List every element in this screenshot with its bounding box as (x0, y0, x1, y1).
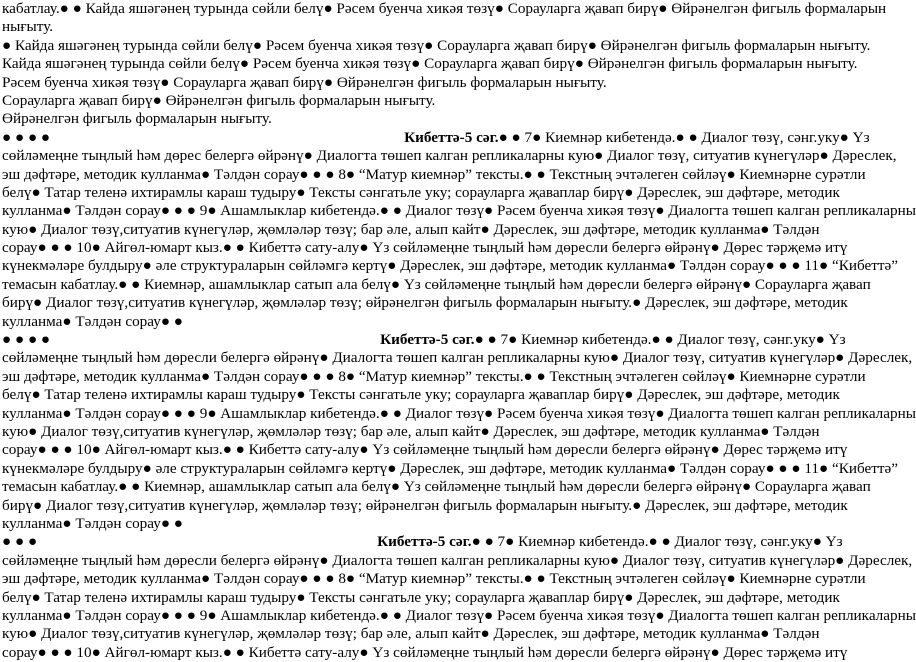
text-line: белү● Татар теленә ихтирамлы караш тудыру● Тексты сәнгатьле уку; сорауларга җаваплар бирү● Дәреслек, эш дәфтәре, методик (2, 386, 840, 404)
text-line: Сорауларга җавап бирү● Өйрәнелгән фигыль формаларын нығыту. (2, 91, 436, 109)
section-title: Кибеттә-5 сәг. (377, 533, 472, 551)
section-heading-line (2, 533, 843, 551)
text-line: кулланма● Тәлдән сорау● ● (2, 514, 183, 532)
text-line: сөйләмеңне тыңлый һәм дөрес бел​ерг​ә өйрәнү● Диалогта төшеп калган репликаларны кую● Диалог төзү, ситуатив күнегүләр● Дәреслек, (2, 147, 897, 165)
text-line: бирү● Диалог төзү,ситуатив күнегүләр, җөмләләр төзү; өйрәнелгән фигыль формаларын нығыту.● Дәреслек, эш дәфтәре, методик (2, 496, 848, 514)
text-line: сөйләмеңне тыңлый һәм дөресли белергә өйрәнү● Диалогта төшеп калган репликаларны кую● Диалог төзү, ситуатив күнегүләр● Дәреслек, (2, 349, 913, 367)
text-line: темасын кабатлау.● ● Киемнәр, ашамлыклар сатып ала белү● Үз сөйләмеңне тыңлый һәм дөресли белергә өйрәнү● Сорауларга җавап (2, 275, 871, 293)
text-line: эш дәфтәре, методик кулланма● Тәлдән сорау● ● ● 8● “Матур киемнәр” тексты.● ● Текстның эчтәлеген сөйләү● Киемнәрне сурәтли (2, 570, 866, 588)
text-line: эш дәфтәре, методик кулланма● Тәлдән сорау● ● ● 8● “Матур киемнәр” тексты.● ● Текстның эчтәлеген сөйләү● Киемнәрне сурәтли (2, 367, 866, 385)
text-line: сөйләмеңне тыңлый һәм дөресли белергә өйрәнү● Диалогта төшеп калган репликаларны кую● Диалог төзү, ситуатив күнегүләр● Дәреслек, (2, 551, 913, 569)
section-title: Кибеттә-5 сәг. (380, 331, 475, 349)
section-title: Кибеттә-5 сәг. (404, 128, 499, 146)
text-line: Рәсем буенча хикәя төзү● Сорауларга җавап бирү● Өйрәнелгән фигыль формаларын нығыту. (2, 73, 607, 91)
text-line: кабатлау.● ● Кайда яшәгәнең турында сөйли белү● Рәсем буенча хикәя төзү● Сорауларга җавап бирү● Өйрәнелгән фигыль формаларын (2, 0, 887, 17)
text-line: Өйрәнелгән фигыль формаларын нығыту. (2, 110, 272, 128)
text-line: сорау● ● ● 10● Айгөл-юмарт кыз.● ● Кибеттә сату-алу● Үз сөйләмеңне тыңлый һәм дөресли белергә өйрәнү● Дөрес тәрҗемә итү (2, 441, 848, 459)
section-heading-line (2, 128, 870, 147)
text-line: кулланма● Тәлдән сорау● ● ● 9● Ашамлыклар кибетендә.● ● Диалог төзү● Рәсем буенча хикәя төзү● Диалогта төшеп калган репликаларны (2, 606, 916, 624)
bullets: ● ● ● ● (2, 331, 51, 349)
text-line: бирү● Диалог төзү,ситуатив күнегүләр, җөмләләр төзү; өйрәнелгән фигыль формаларын нығыту.● Дәреслек, эш дәфтәре, методик (2, 294, 848, 312)
text-line: кулланма● Тәлдән сорау● ● ● 9● Ашамлыклар кибетендә.● ● Диалог төзү● Рәсем буенча хикәя төзү● Диалогта төшеп калган репликаларны (2, 202, 916, 220)
text-line: нығыту. (2, 18, 54, 36)
bullets: ● ● ● (2, 533, 38, 551)
text-line: белү● Татар теленә ихтирамлы караш тудыру● Тексты сәнгатьле уку; сорауларга җаваплар бирү● Дәреслек, эш дәфтәре, методик (2, 183, 840, 201)
text-line: күнекмәләре булдыру● әле структураларын сөйләмгә кертү● Дәреслек, эш дәфтәре, методик кулланма● Тәлдән сорау● ● ● 11● “Кибеттә” (2, 257, 898, 275)
text-line: кую● Диалог төзү,ситуатив күнегүләр, җөмләләр төзү; бар әле, алып кайт● Дәреслек, эш дәфтәре, методик кулланма● Тәлдән (2, 220, 820, 238)
text-line: эш дәфтәре, методик кулланма● Тәлдән сорау● ● ● 8● “Матур киемнәр” тексты.● ● Текстның эчтәлеген сөйләү● Киемнәрне сурәтли (2, 165, 866, 183)
text-line: ● Кайда яшәгәнең турында сөйли белү● Рәсем буенча хикәя төзү● Сорауларга җавап бирү● Өйрәнелгән фигыль формаларын нығыту. (2, 36, 871, 54)
section-tail: ● ● 7● Киемнәр кибетендә.● ● Диалог төзү, сәнг.уку● Үз (474, 331, 846, 349)
text-line: күнекмәләре булдыру● әле структураларын сөйләмгә кертү● Дәреслек, эш дәфтәре, методик кулланма● Тәлдән сорау● ● ● 11● “Кибеттә” (2, 459, 898, 477)
section-tail: ● ● 7● Киемнәр кибетендә.● ● Диалог төзү, сәнг.уку● Үз (471, 533, 843, 551)
text-line: темасын кабатлау.● ● Киемнәр, ашамлыклар сатып ала белү● Үз сөйләмеңне тыңлый һәм дөресли белергә өйрәнү● Сорауларга җавап (2, 478, 871, 496)
text-line: сорау● ● ● 10● Айгөл-юмарт кыз.● ● Кибеттә сату-алу● Үз сөйләмеңне тыңлый һәм дөресли белергә өйрәнү● Дөрес тәрҗемә итү (2, 239, 848, 257)
section-heading-line (2, 331, 846, 349)
text-line: кулланма● Тәлдән сорау● ● ● 9● Ашамлыклар кибетендә.● ● Диалог төзү● Рәсем буенча хикәя төзү● Диалогта төшеп калган репликаларны (2, 404, 916, 422)
text-line: кую● Диалог төзү,ситуатив күнегүләр, җөмләләр төзү; бар әле, алып кайт● Дәреслек, эш дәфтәре, методик кулланма● Тәлдән (2, 422, 820, 440)
text-line: Кайда яшәгәнең турында сөйли белү● Рәсем буенча хикәя төзү● Сорауларга җавап бирү● Өйрәнелгән фигыль формаларын нығыту. (2, 55, 858, 73)
text-line: белү● Татар теленә ихтирамлы караш тудыру● Тексты сәнгатьле уку; сорауларга җаваплар бирү● Дәреслек, эш дәфтәре, методик (2, 588, 840, 606)
text-line: сорау● ● ● 10● Айгөл-юмарт кыз.● ● Кибеттә сату-алу● Үз сөйләмеңне тыңлый һәм дөресли белергә өйрәнү● Дөрес тәрҗемә итү (2, 643, 848, 661)
text-line: кую● Диалог төзү,ситуатив күнегүләр, җөмләләр төзү; бар әле, алып кайт● Дәреслек, эш дәфтәре, методик кулланма● Тәлдән (2, 625, 820, 643)
text-line: кулланма● Тәлдән сорау● ● (2, 312, 183, 330)
bullets: ● ● ● ● (2, 128, 51, 146)
section-tail: ● ● 7● Киемнәр кибетендә.● ● Диалог төзү, сәнг.уку● Үз (498, 128, 870, 146)
